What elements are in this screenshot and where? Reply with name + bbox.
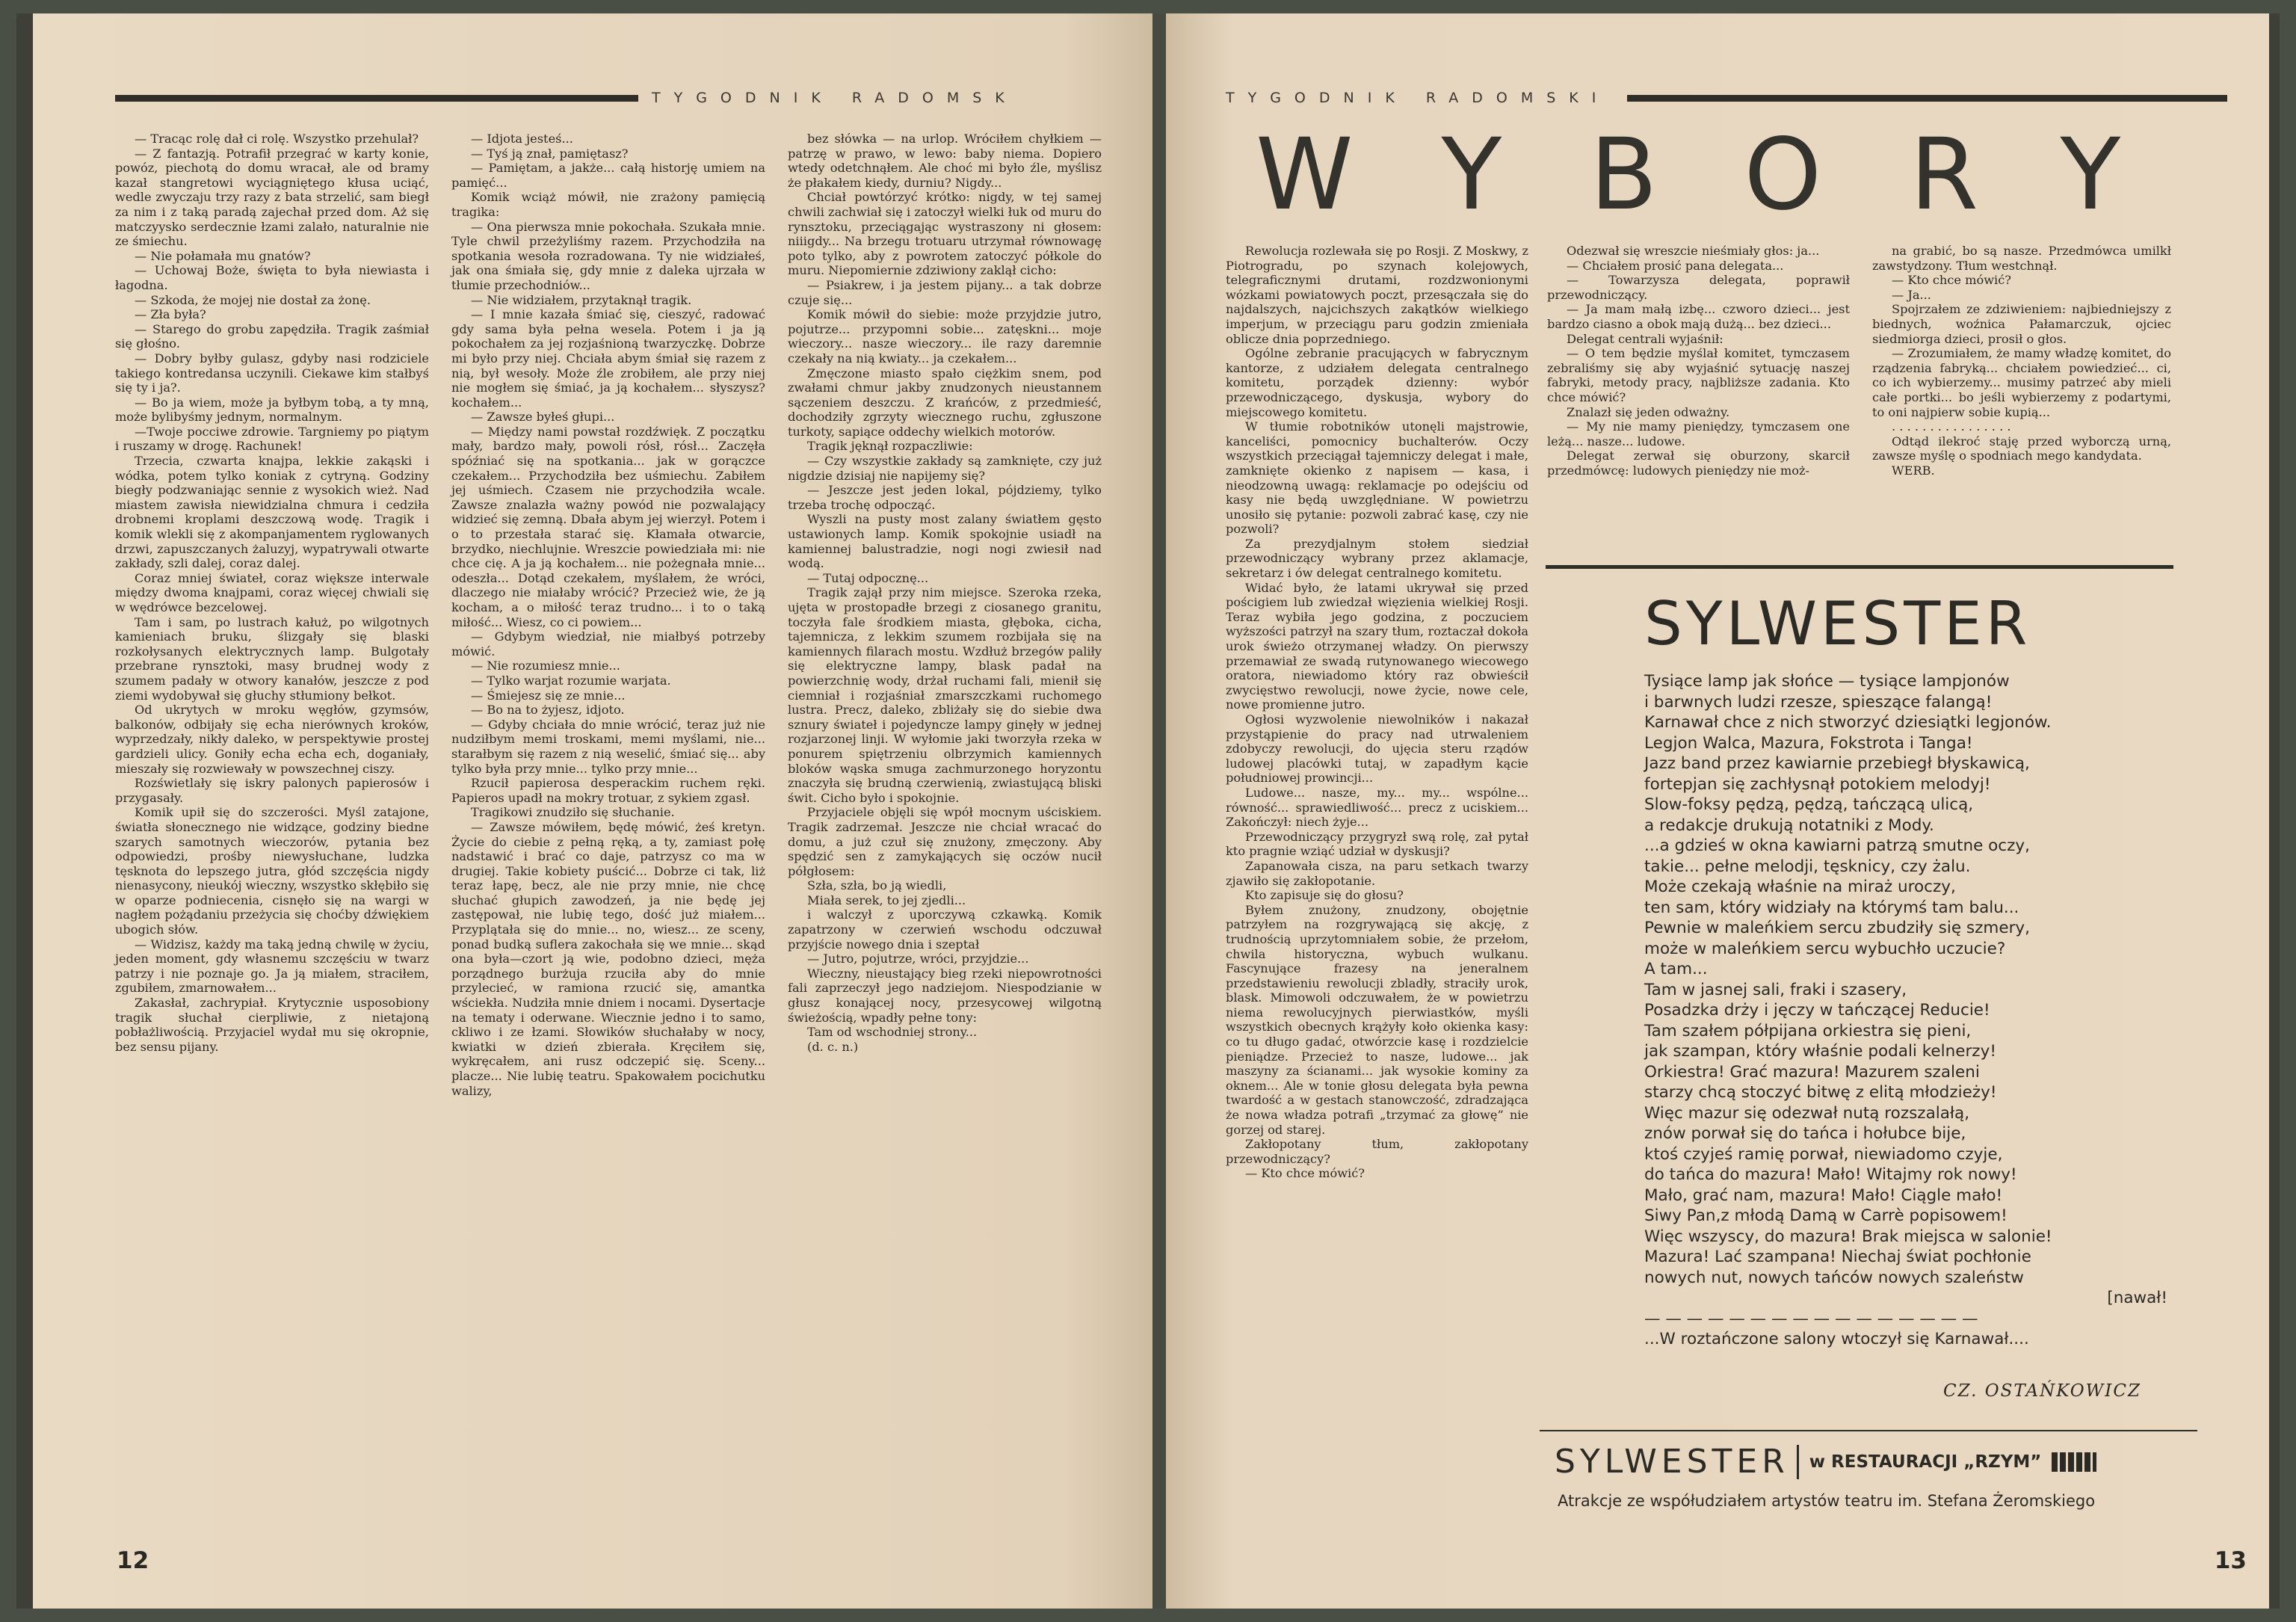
poem-line: nowych nut, nowych tańców nowych szaleństw bbox=[1644, 1268, 2024, 1287]
paragraph: Odezwał się wreszcie nieśmiały głos: ja... bbox=[1567, 244, 1820, 258]
poem-line: Tam w jasnej sali, fraki i szasery, bbox=[1644, 980, 1907, 999]
poem-line: Może czekają właśnie na miraż uroczy, bbox=[1644, 878, 1956, 896]
header-bar bbox=[115, 95, 638, 102]
paragraph: — Kto chce mówić? bbox=[1892, 273, 2011, 288]
paragraph: — Jutro, pojutrze, wróci, przyjdzie... bbox=[807, 952, 1029, 966]
paragraph: — Zawsze mówiłem, będę mówić, żeś kretyn. Życie do ciebie z pełną ręką, a ty, zamiast połę nadstawić i brać co daje, patrzysz co ma w drugiej. Takie kobiety puścić... Dobrze ci tak, liż teraz łapę, becz, ale nie przy mnie, nie chcę słuchać głupich zawodzeń, ja nie będę jej zastępował, nie lubię tego, dość już miałem... Przyplątała się do mnie... no, wiesz... ze sceny, ponad budką suflera zakochała się we mnie... skąd ona była—czort ją wie, podobno dzieci, męża porządnego burżuja rzuciła aby do mnie przylecieć, w ramiona rzucić się, amantka wściekła. Nudziła mnie dniem i nocami. Dysertacje na tematy i oderwane. Wiecznie jedno i to samo, ckliwo i ze łzami. Słowików słuchałaby w nocy, kwiatki w dzień zbierała. Kręciłem się, wykręcałem, ani rusz odczepić się. Sceny... placze... Nie lubię teatru. Spakowałem pocichutku walizy, bbox=[451, 819, 765, 1098]
poem-line: Więc wszyscy, do mazura! Brak miejsca w salonie! bbox=[1644, 1227, 2052, 1246]
paragraph: — Szkoda, że mojej nie dostał za żonę. bbox=[135, 292, 371, 307]
page-right bbox=[1166, 13, 2269, 1609]
paragraph: Przyjaciele objęli się wpół mocnym uściskiem. Tragik zadrzemał. Jeszcze nie chciał wracać do domu, a już czuł się znużony, zmęczony. Aby spędzić sen z zamykających się oczów nucił półgłosem: bbox=[788, 805, 1102, 878]
paragraph: (d. c. n.) bbox=[807, 1039, 859, 1054]
paragraph: Tragik jęknął rozpaczliwie: bbox=[807, 439, 973, 454]
poem-line: Slow-foksy pędzą, pędzą, tańczącą ulicą, bbox=[1644, 795, 1974, 814]
advert-subtitle: Atrakcje ze współudziałem artystów teatru im. Stefana Żeromskiego bbox=[1558, 1492, 2096, 1510]
paragraph: Rozświetlały się iskry palonych papierosów i przygasały. bbox=[115, 776, 429, 805]
paragraph: — Tylko warjat rozumie warjata. bbox=[471, 673, 671, 688]
paragraph: — Gdybym wiedział, nie miałbyś potrzeby mówić. bbox=[451, 629, 765, 659]
page-number-right: 13 bbox=[2214, 1547, 2247, 1574]
paragraph: Spojrzałem ze zdziwieniem: najbiedniejszy z biednych, woźnica Pałamarczuk, ojciec siedmiorga dzieci, prosił o głos. bbox=[1872, 302, 2171, 346]
paragraph: — Ja... bbox=[1892, 287, 1931, 302]
poem-line: ...a gdzieś w okna kawiarni patrzą smutne oczy, bbox=[1644, 836, 2030, 855]
poem-line: Tam szałem półpijana orkiestra się pieni, bbox=[1644, 1021, 1972, 1040]
ad-rule bbox=[1540, 1430, 2197, 1431]
paragraph: — Kto chce mówić? bbox=[1245, 1166, 1365, 1181]
paragraph: Ludowe... nasze, my... my... wspólne... równość... sprawiedliwość... precz z uciskiem... Zakończył: niech żyje... bbox=[1226, 785, 1528, 830]
paragraph: W tłumie robotników utonęli majstrowie, kanceliści, pomocnicy buchalterów. Oczy wszystkich przeciągał tajemniczy delegat i małe, zamknięte okienko z napisem — kasa, i nieodzowną uwagą: reklamacje po odejściu od kasy nie będą uwzględniane. W powietrzu unosiło się pytanie: pozwoli zabrać kasę, czy nie pozwoli? bbox=[1226, 419, 1528, 537]
paragraph: Komik wciąż mówił, nie zrażony pamięcią tragika: bbox=[451, 190, 765, 219]
paragraph: Za prezydjalnym stołem siedział przewodniczący wybrany przez aklamacje, sekretarz i ów delegat centralnego komitetu. bbox=[1226, 536, 1528, 581]
paragraph: WERB. bbox=[1892, 463, 1935, 478]
paragraph: —Twoje pocciwe zdrowie. Targniemy po piątym i ruszamy w drogę. Rachunek! bbox=[115, 424, 429, 454]
paragraph: — Idjota jesteś... bbox=[471, 132, 573, 146]
paragraph: — Zawsze byłeś głupi... bbox=[471, 410, 615, 425]
advert-separator bbox=[1797, 1445, 1799, 1479]
right-column-1 bbox=[1226, 244, 1528, 1181]
paragraph: — Zrozumiałem, że mamy władzę komitet, do rządzenia fabryką... chciałem powiedzieć... ci, co ich wybierzemy... musimy patrzeć aby mieli całe portki... bo jeśli wybierzemy z podartymi, to oni najpierw sobie kupią... bbox=[1872, 346, 2171, 419]
advert-title: SYLWESTER bbox=[1555, 1443, 1789, 1481]
paragraph: Odtąd ilekroć staję przed wyborczą urną, zawsze myślę o spodniach mego kandydata. bbox=[1872, 434, 2171, 463]
paragraph: bez słówka — na urlop. Wróciłem chyłkiem — patrzę w prawo, w lewo: baby niema. Dopiero wtedy odetchnąłem. Ale choć mi było źle, myślisz że płakałem kiedy, durniu? Nigdy... bbox=[788, 132, 1102, 190]
paragraph: na grabić, bo są nasze. Przedmówca umilkł zawstydzony. Tłum westchnął. bbox=[1872, 244, 2171, 273]
header-bar bbox=[1627, 95, 2227, 102]
poem-line: i barwnych ludzi rzesze, spieszące falangą! bbox=[1644, 692, 1993, 712]
paragraph: Przewodniczący przygryzł swą rolę, zał pytał kto pragnie wziąć udział w dyskusji? bbox=[1226, 829, 1528, 859]
right-header-text: TYGODNIK RADOMSKI bbox=[1226, 90, 1610, 106]
poem-line: fortepjan się zachłysnął potokiem melodyj! bbox=[1644, 774, 1991, 794]
paragraph: Szła, szła, bo ją wiedli, bbox=[807, 878, 947, 893]
article-title: WYBORY bbox=[1256, 117, 2209, 232]
poem-line: ktoś czyjeś ramię porwał, niewiadomo czyje, bbox=[1644, 1144, 2003, 1164]
paragraph: — Gdyby chciała do mnie wrócić, teraz już nie nudziłbym memi troskami, memi myślami, nie... starałbym się razem z nią weselić, śmiać się... aby tylko była przy mnie... tylko przy mnie... bbox=[451, 717, 765, 776]
paragraph: — I mnie kazała śmiać się, cieszyć, radować gdy sama była pełna wesela. Potem i ja ją pokochałem za jej rozjaśnioną twarzyczkę. Dobrze mi było przy niej. Chciała abym śmiał się razem z nią, był wesoły. Może źle zrobiłem, ale przy niej nie mogłem się śmiać, ja ją kochałem... słyszysz? kochałem... bbox=[451, 307, 765, 410]
paragraph: — Śmiejesz się ze mnie... bbox=[471, 688, 626, 703]
paragraph: — Tracąc rolę dał ci rolę. Wszystko przehulał? bbox=[135, 132, 419, 146]
paragraph: — Chciałem prosić pana delegata... bbox=[1567, 258, 1784, 273]
paragraph: Rewolucja rozlewała się po Rosji. Z Moskwy, z Piotrogradu, po szynach kolejowych, telegraficznymi drutami, rozdzwonionymi wózkami powiatowych poczt, przesączała się do najdalszych, najcichszych zakątków wielkiego imperjum, w przeciągu paru godzin zmieniała oblicze dnia poprzedniego. bbox=[1226, 244, 1528, 346]
paragraph: — Nie widziałem, przytaknął tragik. bbox=[471, 292, 692, 307]
poem-signature: CZ. OSTAŃKOWICZ bbox=[1943, 1381, 2141, 1401]
paragraph: — Psiakrew, i ja jestem pijany... a tak dobrze czuje się... bbox=[788, 277, 1102, 307]
paragraph: Ogólne zebranie pracujących w fabrycznym kantorze, z udziałem delegata centralnego komitetu, porządek dzienny: wybór przewodniczącego, dyskusja, wybory do miejscowego komitetu. bbox=[1226, 346, 1528, 419]
paragraph: — Jeszcze jest jeden lokal, pójdziemy, tylko trzeba trochę odpocząć. bbox=[788, 483, 1102, 512]
paragraph: — Ja mam małą izbę... czworo dzieci... jest bardzo ciasno a obok mają dużą... bez dzieci... bbox=[1547, 302, 1850, 331]
paragraph: — Tutaj odpocznę... bbox=[807, 570, 929, 585]
poem-line: Tysiące lamp jak słońce — tysiące lampjonów bbox=[1644, 672, 2010, 691]
paragraph: Wyszli na pusty most zalany światłem gęsto ustawionych lamp. Komik spokojnie usiadł na kamiennej balustradzie, nogi nogi zwiesił nad wodą. bbox=[788, 512, 1102, 571]
paragraph: Byłem znużony, znudzony, obojętnie patrzyłem na rozgrywającą się akcję, z trudnością uprzytomniałem sobie, że przełom, chwila historyczna, wybuch wulkanu. Fascynujące frazesy na jeneralnem przedstawieniu rewolucji zbladły, straciły urok, blask. Mimowoli odczuwałem, że w powietrzu niema rewolucyjnych pierwiastków, myśli wszystkich obecnych krążyły koło okienka kasy: co tu długo gadać, otwórzcie kasę i rozdzielcie pieniądze. Przecież to nasze, ludowe... jak maszyny za ścianami... jak wysokie kominy za oknem... Ale w tonie głosu delegata była pewna twardość a w gestach stanowczość, zdradzająca że nowa władza potrafi „trzymać za głowę” nie gorzej od starej. bbox=[1226, 902, 1528, 1137]
poem-line: Karnawał chce z nich stworzyć dziesiątki legjonów. bbox=[1644, 713, 2052, 732]
left-column-2 bbox=[451, 132, 765, 1098]
paragraph: — Z fantazją. Potrafił przegrać w karty konie, powóz, piechotą do domu wracał, ale od bramy kazał stangretowi wyciągniętego kłusa uciąć, wedle zwyczaju trzy razy z bata strzelić, sam biegł za nim i z taką paradą zajechał przed dom. Aż się matczyysko serdecznie łzami zalało, naturalnie nie ze śmiechu. bbox=[115, 146, 429, 249]
paragraph: — Pamiętam, a jakże... całą historję umiem na pamięć... bbox=[451, 161, 765, 190]
advert bbox=[1555, 1443, 2096, 1481]
paragraph: i walczył z uporczywą czkawką. Komik zapatrzony w czerwień wschodu odczuwał przyjście nowego dnia i szeptał bbox=[788, 907, 1102, 952]
paragraph: Coraz mniej świateł, coraz większe interwale między dwoma knajpami, coraz więcej chwiali się w wędrówce bezcelowej. bbox=[115, 570, 429, 614]
left-column-3 bbox=[788, 132, 1102, 1054]
poem-title: SYLWESTER bbox=[1644, 589, 2031, 659]
paragraph: — Zła była? bbox=[135, 307, 206, 322]
page-number-left: 12 bbox=[117, 1547, 149, 1574]
arrow-icon bbox=[2052, 1452, 2096, 1472]
paragraph: Zmęczone miasto spało ciężkim snem, pod zwałami chmur jakby znudzonych nieustannem sączeniem deszczu. Z krańców, z przedmieść, dochodziły zgrzyty wiecznego ruchu, zgłuszone turkoty, sapiące oddechy wielkich motorów. bbox=[788, 366, 1102, 439]
magazine-spread bbox=[16, 13, 2280, 1609]
paragraph: — Starego do grobu zapędziła. Tragik zaśmiał się głośno. bbox=[115, 321, 429, 351]
poem-line: znów porwał się do tańca i hołubce bije, bbox=[1644, 1124, 1966, 1143]
paragraph: Kto zapisuje się do głosu? bbox=[1245, 888, 1404, 903]
paragraph: Znalazł się jeden odważny. bbox=[1567, 404, 1730, 419]
poem-body bbox=[1644, 671, 2167, 1350]
poem-line: Legjon Walca, Mazura, Fokstrota i Tanga! bbox=[1644, 733, 1973, 753]
paragraph: — Ona pierwsza mnie pokochała. Szukała mnie. Tyle chwil przeżyliśmy razem. Przychodziła na spotkania wesoła rozradowana. Ty nie widziałeś, jak ona śmiała się, gdy mnie z daleka ujrzała w tłumie przechodniów... bbox=[451, 219, 765, 292]
right-header bbox=[1226, 87, 2227, 109]
paragraph: — Tyś ją znał, pamiętasz? bbox=[471, 146, 629, 161]
paragraph: — My nie mamy pieniędzy, tymczasem one leżą... nasze... ludowe. bbox=[1547, 419, 1850, 448]
paragraph: Zapanowała cisza, na paru setkach twarzy zjawiło się zakłopotanie. bbox=[1226, 858, 1528, 888]
paragraph: — Dobry byłby gulasz, gdyby nasi rodziciele takiego kontredansa uczynili. Ciekawe kim stałbyś się ty i ja?. bbox=[115, 351, 429, 395]
poem-line: Pewnie w maleńkiem sercu zbudziły się szmery, bbox=[1644, 919, 2030, 937]
paragraph: . . . . . . . . . . . . . . . . bbox=[1892, 419, 2011, 434]
paragraph: Komik mówił do siebie: może przyjdzie jutro, pojutrze... przypomni sobie... zatęskni... moje wieczory... nasze wieczory... ile razy daremnie czekały na nią kwiaty... ja czekałem... bbox=[788, 307, 1102, 366]
poem-line: do tańca do mazura! Mało! Witajmy rok nowy! bbox=[1644, 1165, 2017, 1184]
paragraph: — Czy wszystkie zakłady są zamknięte, czy już nigdzie dzisiaj nie napijemy się? bbox=[788, 454, 1102, 483]
paragraph: — Między nami powstał rozdźwięk. Z początku mały, bardzo mały, powoli rósł, rósł... Zaczęła spóźniać się na spotkania... jak w gorączce czekałem... Przychodziła bez uśmiechu. Zabiłem jej uśmiech. Czasem nie przychodziła wcale. Zawsze znalazła ważny powód nie pozwalający widzieć się zemną. Dbała abym jej wierzył. Potem i o to przestała starać się. Kłamała otwarcie, brzydko, niechlujnie. Wreszcie powiedziała mi: nie chce cię. A ja ją kochałem... nie pożegnała mnie... odeszła... Dotąd czekałem, myślałem, że wróci, dlaczego nie miałaby wrócić? Przecież wie, że ją kocham, a o miłość teraz trudno... i to o taką miłość... Wiesz, co ci powiem... bbox=[451, 424, 765, 629]
page-left bbox=[33, 13, 1152, 1609]
poem-line: a redakcje drukują notatniki z Mody. bbox=[1644, 815, 1934, 835]
paragraph: Tragik zajął przy nim miejsce. Szeroka rzeka, ujęta w prostopadłe brzegi z ciosanego granitu, toczyła fale środkiem miasta, głęboka, cicha, tajemnicza, z lekkim szumem rozbijała się na kamiennych filarach mostu. Wzdłuż brzegów paliły się elektryczne lampy, blask padał na powierzchnię wody, drżał ruchami fali, mienił się ciemniał i rozjaśniał zmarszczkami ruchomego lustra. Precz, daleko, zbliżały się do siebie dwa sznury świateł i pojedyncze lampy ginęły w jednej rozjarzonej linji. W wyłomie jaki tworzyła rzeka w ponurem spiętrzeniu olbrzymich kamiennych bloków wąska smuga zachmurzonego horyzontu znaczyła się brudną czerwienią, zwiastującą bliski świt. Cicho było i spokojnie. bbox=[788, 585, 1102, 805]
left-column-1 bbox=[115, 132, 429, 1054]
poem-line: Jazz band przez kawiarnie przebiegł błyskawicą, bbox=[1644, 754, 2030, 773]
paragraph: Wieczny, nieustający bieg rzeki niepowrotności fali zaprzeczył jego nadziejom. Niespodzianie w głusz konającej nocy, przesycowej wilgotną świeżością, wpadły pełne tony: bbox=[788, 966, 1102, 1025]
paragraph: — Widzisz, każdy ma taką jedną chwilę w życiu, jeden moment, gdy własnemu szczęściu w twarz patrzy i nie poznaje go. Ja ją miałem, straciłem, zgubiłem, zmarnowałem... bbox=[115, 937, 429, 996]
paragraph: — Nie połamała mu gnatów? bbox=[135, 248, 311, 263]
poem-line: ten sam, który widziały na którymś tam balu... bbox=[1644, 898, 2019, 917]
left-header bbox=[115, 87, 1109, 109]
left-header-text: TYGODNIK RADOMSK bbox=[652, 90, 1018, 106]
paragraph: Miała serek, to jej zjedli... bbox=[807, 892, 966, 907]
poem-line: jak szampan, który właśnie podali kelnerzy! bbox=[1644, 1042, 1996, 1061]
poem-line: Siwy Pan,z młodą Damą w Carrè popisowem! bbox=[1644, 1206, 2008, 1225]
poem-line: Mazura! Lać szampana! Niechaj świat pochłonie bbox=[1644, 1248, 2031, 1266]
paragraph: Chciał powtórzyć krótko: nigdy, w tej samej chwili zachwiał się i zatoczył wielki łuk od muru do rynsztoku, przeciągając wystraszony ni głosem: niiigdy... Na brzegu trotuaru utrzymał równowagę poto tylko, aby z powrotem zatoczyć półkole do muru. Niepomiernie zdziwiony zaklął cicho: bbox=[788, 190, 1102, 278]
paragraph: Od ukrytych w mroku węgłów, gzymsów, balkonów, odbijały się echa nierównych kroków, wyprzedzały, nikły daleko, w perspektywie prostej gardzieli ulicy. Goniły echa echa ech, doganiały, mieszały się rozwiewały w powszechnej ciszy. bbox=[115, 703, 429, 776]
poem-line: starzy chcą stoczyć bitwę z elitą młodzieży! bbox=[1644, 1083, 1997, 1102]
section-rule bbox=[1546, 565, 2173, 569]
poem-line: może w maleńkiem sercu wybuchło uczucie? bbox=[1644, 939, 2006, 958]
paragraph: — O tem będzie myślał komitet, tymczasem zebraliśmy się aby wyjaśnić sytuację naszej fabryki, metody pracy, najbliższe zadania. Kto chce mówić? bbox=[1547, 346, 1850, 404]
poem-line: Posadzka drży i jęczy w tańczącej Reducie! bbox=[1644, 1001, 1990, 1020]
paragraph: — Bo ja wiem, może ja byłbym tobą, a ty mną, może bylibyśmy jednym, normalnym. bbox=[115, 395, 429, 425]
poem-line: Mało, grać nam, mazura! Mało! Ciągle mało! bbox=[1644, 1185, 2003, 1205]
paragraph: Zakłopotany tłum, zakłopotany przewodniczący? bbox=[1226, 1137, 1528, 1166]
paragraph: Komik upił się do szczerości. Myśl zatajone, światła słonecznego nie widzące, godziny biedne szarych samotnych wieczorów, pytania bez odpowiedzi, prośby niewysłuchane, ludzka tęsknota do lepszego jutra, głód szczęścia nigdy nienasycony, nieukój wieczny, wszystko skłębiło się w oparze podniecenia, cisnęło się na wargi w nagłem pożądaniu przeżycia się choćby dźwiękiem ubogich słów. bbox=[115, 805, 429, 937]
poem-line: [nawał! bbox=[2107, 1289, 2167, 1307]
paragraph: Tam i sam, po lustrach kałuż, po wilgotnych kamieniach bruku, ślizgały się blaski rozkołysanych elektrycznych lamp. Bulgotały przebrane rynsztoki, masy brudnej wody z szumem padały w otwory kanałów, jeszcze z pod ziemi wydobywał się głuchy stłumiony bełkot. bbox=[115, 614, 429, 703]
poem-line: Orkiestra! Grać mazura! Mazurem szaleni bbox=[1644, 1062, 1980, 1082]
advert-venue: w RESTAURACJI „RZYM” bbox=[1809, 1452, 2042, 1472]
paragraph: Delegat zerwał się oburzony, skarcił przedmówcę: ludowych pieniędzy nie moż- bbox=[1547, 448, 1850, 478]
paragraph: — Uchowaj Boże, święta to była niewiasta i łagodna. bbox=[115, 263, 429, 292]
paragraph: Zakasłał, zachrypiał. Krytycznie usposobiony tragik słuchał cierpliwie, z nietajoną pobłażliwością. Przyjaciel wydał mu się okropnie, bez sensu pijany. bbox=[115, 996, 429, 1054]
paragraph: Trzecia, czwarta knajpa, lekkie zakąski i wódka, potem tylko koniak z cytryną. Godziny biegły podzwaniając sennie z wysokich wież. Nad miastem zawisła niewidzialna chmura i cedziła drobnemi kroplami deszczową wodę. Tragik i komik wlekli się z akompanjamentem ryglowanych drzwi, zapuszczanych żaluzyj, wypatrywali otwarte zakłady, szli dalej, coraz dalej. bbox=[115, 454, 429, 571]
right-column-3 bbox=[1872, 244, 2171, 478]
poem-line: Więc mazur się odezwał nutą rozszalałą, bbox=[1644, 1103, 1970, 1123]
paragraph: — Towarzysza delegata, poprawił przewodniczący. bbox=[1547, 273, 1850, 302]
poem-line: A tam... bbox=[1644, 960, 1708, 978]
paragraph: — Nie rozumiesz mnie... bbox=[471, 659, 620, 673]
paragraph: Ogłosi wyzwolenie niewolników i nakazał przystąpienie do pracy nad utrwaleniem zdobyczy rewolucji, do ujęcia steru rządów ludowej placówki tutaj, w zapadłym kącie południowej prowincji... bbox=[1226, 712, 1528, 786]
paragraph: Tragikowi znudziło się słuchanie. bbox=[471, 805, 675, 820]
poem-line: takie... pełne melodji, tęsknicy, czy żalu. bbox=[1644, 857, 1971, 876]
poem-line: — — — — — — — — — — — — — — — — bbox=[1644, 1309, 1978, 1328]
poem-line: ...W roztańczone salony wtoczył się Karnawał.... bbox=[1644, 1330, 2029, 1348]
paragraph: Rzucił papierosa desperackim ruchem ręki. Papieros upadł na mokry trotuar, z sykiem zgasł. bbox=[451, 776, 765, 805]
paragraph: Delegat centrali wyjaśnił: bbox=[1567, 331, 1723, 346]
paragraph: — Bo na to żyjesz, idjoto. bbox=[471, 703, 625, 718]
paragraph: Widać było, że latami ukrywał się przed pościgiem lub zwiedzał więzienia wielkiej Rosji. Teraz wybiła jego godzina, z poczuciem wyższości patrzył na szary tłum, roztaczał dokoła urok świeżo otrzymanej władzy. On pierwszy przemawiał ze swadą rutynowanego wiecowego oratora, niewiadomo który raz obwieścił zwycięstwo rewolucji, nowe życie, nowe cele, nowe promienne jutro. bbox=[1226, 580, 1528, 712]
right-column-2 bbox=[1547, 244, 1850, 478]
paragraph: Tam od wschodniej strony... bbox=[807, 1025, 978, 1040]
